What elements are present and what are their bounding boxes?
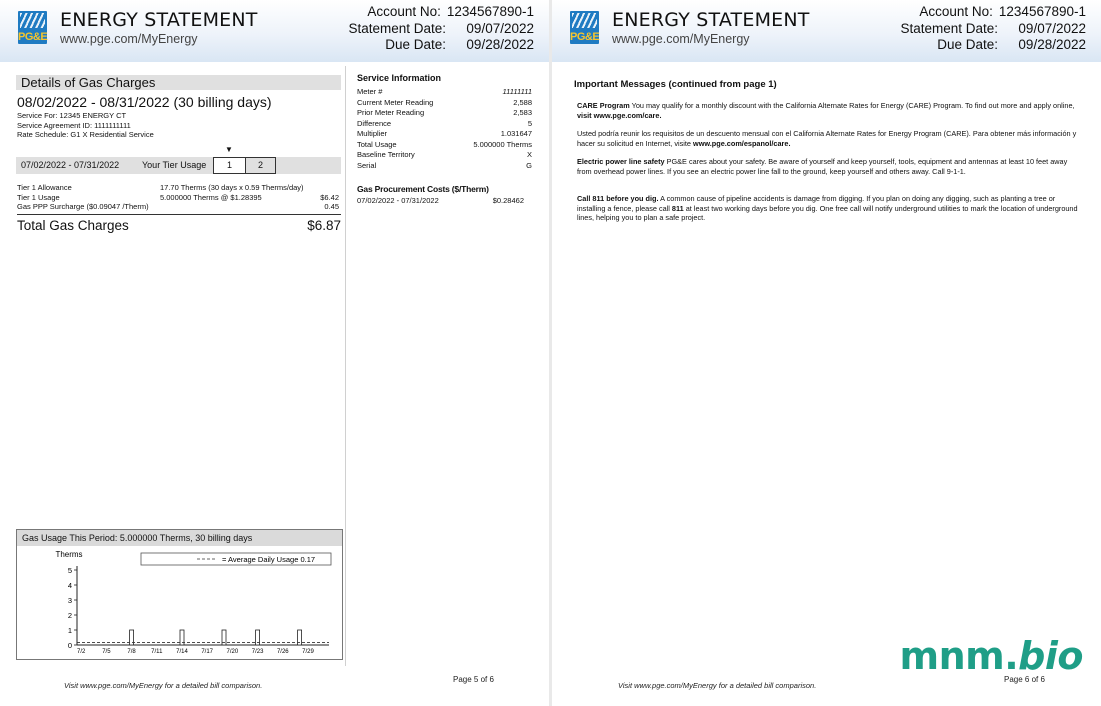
total-amount: $6.87 (307, 218, 341, 233)
service-info-row: Meter # 11111111 (357, 87, 532, 96)
charge-row: Tier 1 Allowance 17.70 Therms (30 days x 0.59 Therms/day) (17, 183, 304, 192)
x-tick-label: 7/26 (276, 649, 289, 655)
tier-dates: 07/02/2022 - 07/31/2022 (21, 160, 120, 170)
service-agreement: Service Agreement ID: 1111111111 (17, 120, 131, 130)
footer-note: Visit www.pge.com/MyEnergy for a detailed bill comparison. (618, 681, 817, 690)
service-info-row: Serial G (357, 160, 532, 170)
x-tick-label: 7/5 (102, 649, 111, 655)
billing-period: 08/02/2022 - 08/31/2022 (30 billing days) (17, 94, 272, 110)
account-label: Account No: (919, 4, 993, 19)
due-date: 09/28/2022 (466, 37, 534, 52)
charge-row: Gas PPP Surcharge ($0.09047 /Therm) 0.45 (17, 202, 339, 211)
x-tick-label: 7/29 (302, 649, 314, 655)
gas-procurement-row: 07/02/2022 - 07/31/2022 $0.28462 (357, 196, 524, 205)
tier-pointer-icon: ▼ (225, 145, 233, 154)
header-meta (900, 4, 1086, 54)
statement-date: 09/07/2022 (1018, 20, 1086, 36)
rate-schedule: Rate Schedule: G1 X Residential Service (17, 130, 154, 139)
watermark-logo: mnm.bio (899, 634, 1083, 678)
x-tick-label: 7/11 (151, 649, 163, 655)
account-number: 1234567890-1 (446, 4, 534, 19)
x-tick-label: 7/8 (127, 649, 136, 655)
page-header (0, 0, 549, 62)
x-tick-label: 7/17 (201, 649, 214, 655)
x-tick-label: 7/20 (226, 649, 239, 655)
service-for: Service For: 12345 ENERGY CT (17, 111, 127, 120)
y-tick-label: 2 (67, 611, 72, 620)
x-tick-label: 7/2 (77, 649, 86, 655)
header-meta (348, 4, 534, 54)
service-info-row: Difference 5 (357, 118, 532, 128)
total-label: Total Gas Charges (17, 218, 129, 233)
statement-date: 09/07/2022 (466, 20, 534, 36)
y-tick-label: 4 (67, 581, 72, 590)
statement-page-6 (552, 0, 1101, 706)
charge-row: Tier 1 Usage 5.000000 Therms @ $1.28395 $6.42 (17, 192, 339, 202)
service-info-row: Total Usage 5.000000 Therms (357, 139, 532, 149)
statement-title: ENERGY STATEMENT (60, 9, 258, 31)
care-spanish-link[interactable]: www.pge.com/espanol/care. (693, 138, 791, 148)
sun-rays-icon (572, 13, 597, 28)
x-tick-label: 7/23 (251, 649, 264, 655)
service-info-heading: Service Information (357, 73, 442, 83)
pge-logo: PG&E (570, 11, 599, 44)
tier-1-box: 1 (213, 157, 246, 174)
tier-usage-label: Your Tier Usage (142, 160, 207, 170)
service-info-row: Baseline Territory X (357, 150, 532, 159)
charges-list (17, 183, 339, 212)
pge-logo: PG&E (18, 11, 47, 44)
legend-label: = Average Daily Usage 0.17 (222, 555, 316, 564)
chart-title: Gas Usage This Period: 5.000000 Therms, 30 billing days (17, 530, 342, 546)
footer-note: Visit www.pge.com/MyEnergy for a detailed bill comparison. (64, 681, 263, 690)
power-line-safety-message: Electric power line safety PG&E cares about your safety. Be aware of yourself and keep yourself, tools, equipment and antennas at least 10 feet away from overhead power lines. If you see an electric power line fall to the ground, keep yourself and others away. Call 9-1-1. (577, 157, 1068, 176)
gas-charges-heading: Details of Gas Charges (16, 75, 341, 90)
total-gas-charges (17, 214, 341, 233)
statement-page-5 (0, 0, 549, 706)
page-number: Page 5 of 6 (453, 675, 494, 684)
due-date-label: Due Date: (385, 37, 446, 52)
y-axis-label: Therms (55, 550, 83, 559)
call-811-message: Call 811 before you dig. A common cause of pipeline accidents is damage from digging. If you plan on doing any digging, such as planting a tree or installing a fence, please call 811 at least two working days before you dig. One free call will notify underground utilities to mark the location of underground lines, helping you to plan a safe project. (577, 194, 1078, 222)
care-message: CARE Program You may qualify for a monthly discount with the California Alternate Rates for Energy (CARE) Program. To find out more and apply online, visit www.pge.com/care. (577, 101, 1075, 120)
account-details (17, 111, 154, 140)
statement-title: ENERGY STATEMENT (612, 9, 810, 31)
service-info-row: Multiplier 1.031647 (357, 129, 532, 138)
y-tick-label: 3 (67, 596, 72, 605)
care-link[interactable]: visit www.pge.com/care. (577, 110, 662, 120)
column-divider (345, 66, 346, 666)
header-url: www.pge.com/MyEnergy (612, 32, 750, 46)
important-messages-title: Important Messages (continued from page 1) (574, 79, 777, 90)
service-info-row: Current Meter Reading 2,588 (357, 97, 532, 107)
service-info-list (357, 87, 532, 171)
header-url: www.pge.com/MyEnergy (60, 32, 198, 46)
service-info-row: Prior Meter Reading 2,583 (357, 108, 532, 117)
gas-usage-chart (17, 546, 342, 660)
sun-rays-icon (20, 13, 45, 28)
due-date: 09/28/2022 (1018, 37, 1086, 52)
y-tick-label: 5 (67, 566, 72, 575)
y-tick-label: 0 (67, 641, 72, 650)
account-number: 1234567890-1 (998, 4, 1086, 19)
care-spanish-message: Usted podría reunir los requisitos de un descuento mensual con el California Alternate Rates for Energy Program (CARE). Para obtener más información y hacer su solicitud en Internet, visite www.pge.com/espanol/care. (577, 129, 1077, 148)
page-number: Page 6 of 6 (1004, 675, 1045, 684)
page-header (552, 0, 1101, 62)
tier-usage-bar (16, 157, 341, 174)
statement-date-label: Statement Date: (348, 20, 446, 36)
due-date-label: Due Date: (937, 37, 998, 52)
account-label: Account No: (367, 4, 441, 19)
y-tick-label: 1 (67, 626, 72, 635)
tier-2-box: 2 (245, 157, 276, 174)
x-tick-label: 7/14 (176, 649, 188, 655)
statement-date-label: Statement Date: (900, 20, 998, 36)
gas-usage-chart-box (16, 529, 343, 660)
gas-procurement-heading: Gas Procurement Costs ($/Therm) (357, 184, 489, 194)
